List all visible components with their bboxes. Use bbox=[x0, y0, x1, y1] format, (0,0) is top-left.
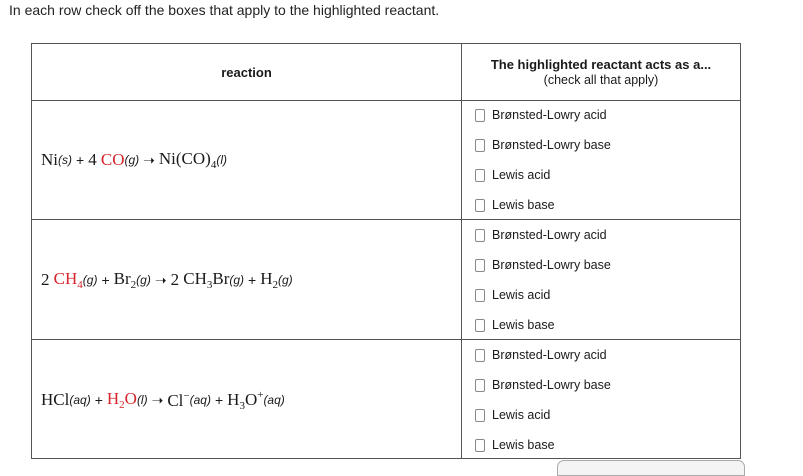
option-row3-bl-acid[interactable] bbox=[475, 346, 607, 364]
option-row2-lewis-acid[interactable] bbox=[475, 286, 550, 304]
option-row2-lewis-base[interactable] bbox=[475, 316, 555, 334]
instruction-text: In each row check off the boxes that apply to the highlighted reactant. bbox=[9, 2, 440, 18]
option-label: Lewis base bbox=[492, 318, 555, 332]
checkbox-row3-lewis-base[interactable] bbox=[475, 439, 485, 452]
option-row1-lewis-acid[interactable] bbox=[475, 166, 550, 184]
reaction-equation-2: 2 $CH_4$ (g) + $Br_2$ (g) ➝ 2 $CH_3Br$ (g) + $H_2$ (g) bbox=[41, 269, 293, 291]
option-label: Brønsted-Lowry base bbox=[492, 258, 611, 272]
options-column-header bbox=[462, 44, 740, 101]
checkbox-row1-bl-acid[interactable] bbox=[475, 109, 485, 122]
checkbox-row3-bl-base[interactable] bbox=[475, 379, 485, 392]
option-label: Lewis acid bbox=[492, 168, 551, 182]
reaction-column-header bbox=[32, 44, 461, 101]
option-row3-bl-base[interactable] bbox=[475, 376, 611, 394]
options-group-3 bbox=[462, 340, 740, 460]
highlighted-reactant-1: CO bbox=[100, 150, 125, 169]
reaction-table bbox=[31, 43, 741, 459]
reaction-row-2 bbox=[32, 220, 740, 340]
option-row1-lewis-base[interactable] bbox=[475, 196, 555, 214]
options-header-subtitle: (check all that apply) bbox=[543, 73, 659, 87]
options-group-1 bbox=[462, 100, 740, 220]
reaction-equation-1: Ni (s) + 4 CO (g) ➝ $Ni(CO)_4$ (l) bbox=[41, 149, 228, 171]
highlighted-reactant-3: $H_2O$ bbox=[106, 389, 137, 411]
checkbox-row1-lewis-base[interactable] bbox=[475, 199, 485, 212]
option-label: Lewis base bbox=[492, 198, 555, 212]
option-row2-bl-acid[interactable] bbox=[475, 226, 607, 244]
bottom-panel-tab[interactable] bbox=[557, 460, 745, 476]
option-row3-lewis-acid[interactable] bbox=[475, 406, 550, 424]
checkbox-row2-bl-acid[interactable] bbox=[475, 229, 485, 242]
option-label: Lewis base bbox=[492, 438, 555, 452]
checkbox-row3-bl-acid[interactable] bbox=[475, 349, 485, 362]
checkbox-row1-bl-base[interactable] bbox=[475, 139, 485, 152]
option-label: Brønsted-Lowry acid bbox=[492, 348, 607, 362]
option-row2-bl-base[interactable] bbox=[475, 256, 611, 274]
checkbox-row2-lewis-base[interactable] bbox=[475, 319, 485, 332]
reaction-header-label: reaction bbox=[221, 64, 272, 80]
options-header-title: The highlighted reactant acts as a... bbox=[490, 57, 712, 72]
option-row1-bl-base[interactable] bbox=[475, 136, 611, 154]
checkbox-row1-lewis-acid[interactable] bbox=[475, 169, 485, 182]
options-group-2 bbox=[462, 220, 740, 340]
option-label: Brønsted-Lowry acid bbox=[492, 228, 607, 242]
option-label: Lewis acid bbox=[492, 408, 551, 422]
option-label: Lewis acid bbox=[492, 288, 551, 302]
checkbox-row2-lewis-acid[interactable] bbox=[475, 289, 485, 302]
checkbox-row3-lewis-acid[interactable] bbox=[475, 409, 485, 422]
reaction-row-1 bbox=[32, 100, 740, 220]
reaction-equation-3: HCl (aq) + $H_2O$ (l) ➝ Cl− (aq) + $H_3O^+$ (aq) bbox=[41, 388, 285, 412]
option-label: Brønsted-Lowry base bbox=[492, 138, 611, 152]
reaction-row-3 bbox=[32, 340, 740, 460]
option-row3-lewis-base[interactable] bbox=[475, 436, 555, 454]
option-label: Brønsted-Lowry base bbox=[492, 378, 611, 392]
checkbox-row2-bl-base[interactable] bbox=[475, 259, 485, 272]
option-label: Brønsted-Lowry acid bbox=[492, 108, 607, 122]
option-row1-bl-acid[interactable] bbox=[475, 106, 607, 124]
highlighted-reactant-2: $CH_4$ bbox=[53, 269, 83, 291]
